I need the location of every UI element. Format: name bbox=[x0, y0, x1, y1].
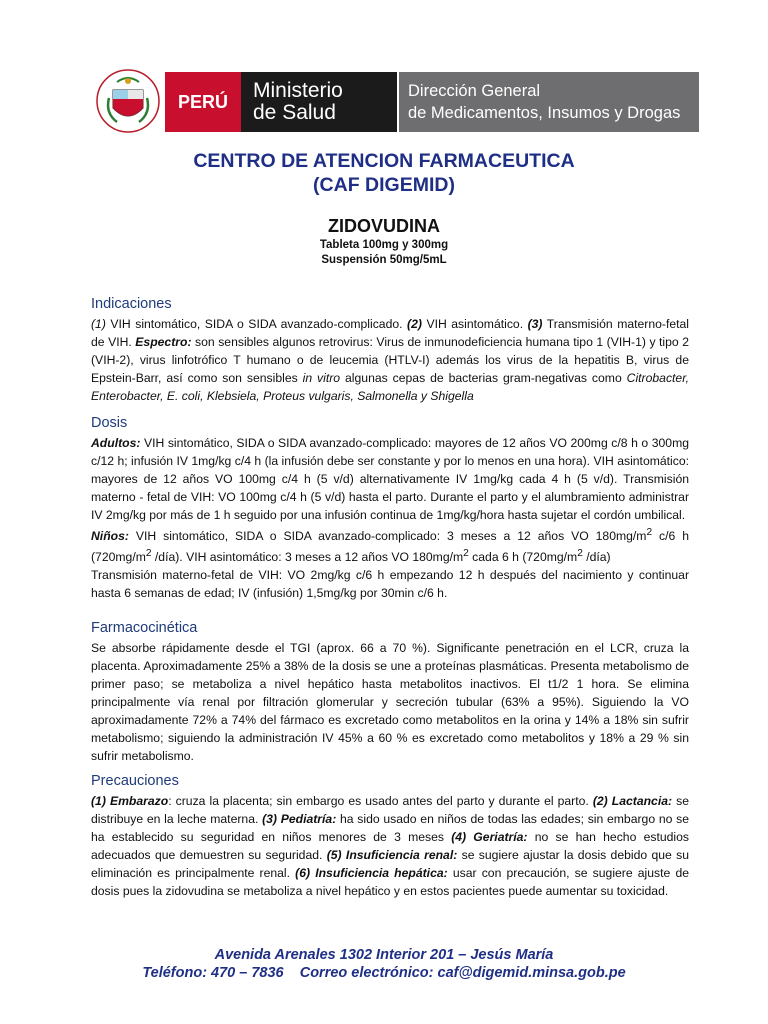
title-line-2: (CAF DIGEMID) bbox=[313, 174, 455, 196]
superscript: 2 bbox=[463, 548, 469, 560]
item-number: (1) bbox=[91, 317, 106, 331]
text-run: VIH sintomático, SIDA o SIDA avanzado-complicado. bbox=[105, 317, 408, 331]
text-run: no se han hecho estudios adecuados que demuestren su seguridad. bbox=[91, 830, 689, 862]
text-run: usar con precaución, se sugiere ajuste de dosis pues la zidovudina se metaboliza a nivel hepático y en estos pacientes puede aumentar su toxicidad. bbox=[91, 866, 690, 898]
peru-label: PERÚ bbox=[165, 72, 241, 132]
superscript: 2 bbox=[145, 548, 152, 560]
ministry-line-2: de Salud bbox=[253, 101, 336, 124]
institution-header bbox=[95, 60, 695, 138]
footer-contact bbox=[0, 946, 768, 982]
section-heading: Farmacocinética bbox=[91, 620, 198, 636]
presentation-tablet: Tableta 100mg y 300mg bbox=[319, 239, 449, 251]
section-farmacocinetica bbox=[91, 619, 689, 765]
section-body bbox=[91, 315, 689, 405]
text-run: algunas cepas de bacterias gram-negativas como bbox=[340, 371, 627, 385]
item-number: (2) bbox=[407, 317, 422, 331]
ministry-line-1: Ministerio bbox=[253, 79, 343, 102]
directorate-line-2: de Medicamentos, Insumos y Drogas bbox=[408, 104, 681, 122]
precaution-label: (5) Insuficiencia renal: bbox=[326, 848, 458, 862]
section-heading: Dosis bbox=[91, 415, 128, 431]
title-line-1: CENTRO DE ATENCION FARMACEUTICA bbox=[193, 150, 575, 172]
superscript: 2 bbox=[646, 527, 653, 538]
in-vitro-term: in vitro bbox=[302, 371, 341, 385]
presentation-suspension: Suspensión 50mg/5mL bbox=[321, 254, 447, 266]
text-run: cada 6 h (720mg/m bbox=[468, 550, 578, 565]
section-indicaciones bbox=[91, 295, 689, 405]
drug-name: ZIDOVUDINA bbox=[328, 216, 440, 236]
directorate-line-1: Dirección General bbox=[408, 82, 541, 100]
dosis-ninos bbox=[91, 524, 689, 566]
directorate-label bbox=[399, 72, 699, 132]
text-run: VIH asintomático. bbox=[421, 317, 528, 331]
precaution-label: (2) Lactancia: bbox=[592, 794, 673, 808]
dosis-adultos bbox=[91, 434, 689, 524]
text-run: son sensibles algunos retrovirus: Virus de inmunodeficiencia humana tipo 1 (VIH-1) y tipo 2 (VIH-2), virus linfotrófico T humano o de leucemia (HTLV-I) además los virus de la hepatitis B, virus de Epstein-Barr, así como son sensibles bbox=[91, 335, 689, 385]
section-heading: Precauciones bbox=[91, 773, 179, 789]
text-run: VIH sintomático, SIDA o SIDA avanzado-complicado: 3 meses a 12 años VO 180mg/m bbox=[128, 529, 647, 544]
document-title bbox=[0, 149, 768, 197]
coat-of-arms-seal bbox=[95, 68, 161, 134]
ninos-label: Niños: bbox=[91, 529, 129, 544]
dosis-transmision: Transmisión materno-fetal de VIH: VO 2mg/kg c/6 h empezando 12 h después del nacimiento y continuar hasta 6 semanas de edad; IV (infusión) 1,5mg/kg por 30min c/6 h. bbox=[91, 568, 689, 601]
text-run: : cruza la placenta; sin embargo es usado antes del parto y durante el parto. bbox=[168, 794, 593, 808]
drug-presentations bbox=[0, 238, 768, 268]
espectro-label: Espectro: bbox=[135, 335, 192, 349]
precaution-label: (1) Embarazo bbox=[91, 794, 169, 808]
text-run: se distribuye en la leche materna. bbox=[91, 794, 689, 826]
section-precauciones bbox=[91, 772, 689, 900]
precaution-label: (3) Pediatría: bbox=[262, 812, 337, 826]
text-run: Transmisión materno-fetal de VIH. bbox=[91, 317, 690, 349]
adultos-label: Adultos: bbox=[91, 436, 141, 450]
text-run: /día) bbox=[582, 550, 611, 565]
text-run: c/6 h (720mg/m bbox=[91, 529, 690, 565]
section-dosis bbox=[91, 414, 689, 602]
ministry-label bbox=[241, 72, 397, 132]
section-heading: Indicaciones bbox=[91, 296, 172, 312]
superscript: 2 bbox=[577, 548, 583, 560]
text-run: /día). VIH asintomático: 3 meses a 12 años VO 180mg/m bbox=[151, 550, 464, 565]
organism-list: Citrobacter, Enterobacter, E. coli, Klebsiela, Proteus vulgaris, Salmonella y Shigella bbox=[91, 371, 689, 403]
footer-address: Avenida Arenales 1302 Interior 201 – Jesús María bbox=[214, 947, 554, 963]
section-body bbox=[91, 792, 689, 900]
precaution-label: (6) Insuficiencia hepática: bbox=[295, 866, 448, 880]
text-run: ha sido usado en niños de todas las edades; sin embargo no se ha establecido su seguridad en niños menores de 3 meses bbox=[91, 812, 689, 844]
text-run: se sugiere ajustar la dosis debido que su eliminación es principalmente renal. bbox=[91, 848, 690, 880]
item-number: (3) bbox=[527, 317, 543, 331]
precaution-label: (4) Geriatría: bbox=[451, 830, 528, 844]
section-body: Se absorbe rápidamente desde el TGI (aprox. 66 a 70 %). Significante penetración en el LCR, cruza la placenta. Aproximadamente 25% a 38% de la dosis se une a proteínas plasmáticas. Presenta metabolismo de primer paso; se metaboliza a nivel hepático hasta metabolitos inactivos. El t1/2 1 hora. Se elimina principalmente vía renal por filtración glomerular y secreción tubular (63% a 95%). Siguiendo la VO aproximadamente 72% a 74% del fármaco es excretado como metabolitos en la orina y 14% a 18% sin sufrir metabolismo; siguiendo la administración IV 45% a 60 % es excretado como metabolitos y 18% a 29 % sin sufrir metabolismo. bbox=[91, 641, 689, 763]
footer-phone-email: Teléfono: 470 – 7836 Correo electrónico: caf@digemid.minsa.gob.pe bbox=[142, 965, 626, 981]
text-run: VIH sintomático, SIDA o SIDA avanzado-complicado: mayores de 12 años VO 200mg c/8 h o 300mg c/12 h; infusión IV 1mg/kg c/4 h (la infusión debe ser constante y por lo menos en una hora). VIH asintomático: mayores de 12 años VO 100mg c/4 h (5 v/d) alternativamente IV 1mg/kg cada 4 h (5 v/d). Transmisión materno - fetal de VIH: VO 100mg c/4 h (5 v/d) hasta el parto. Durante el parto y el alumbramiento administrar IV 2mg/kg por más de 1 h seguido por una infusión continua de 1mg/kg/hora hasta sujetar el cordón umbilical. bbox=[91, 436, 689, 522]
